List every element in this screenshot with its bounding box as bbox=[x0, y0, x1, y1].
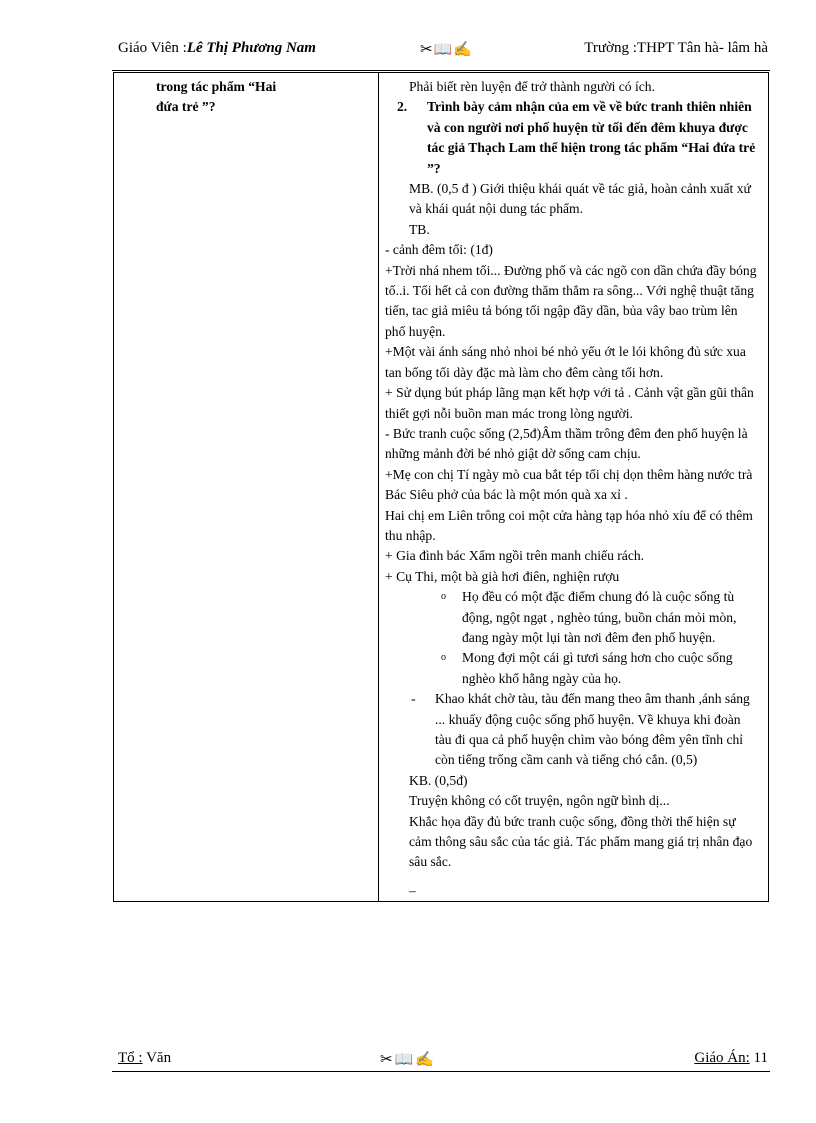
content-table bbox=[113, 72, 769, 902]
table-row bbox=[114, 73, 769, 902]
bullet-marker-icon: o bbox=[441, 652, 446, 664]
intro-line: Phải biết rèn luyện để trở thành người có ích. bbox=[409, 79, 655, 94]
night-scene-heading: - cảnh đêm tối: (1đ) bbox=[385, 242, 493, 258]
question-cell bbox=[114, 73, 379, 902]
school-name: Trường :THPT Tân hà- lâm hà bbox=[584, 40, 768, 56]
bullet-text: Họ đều có một đặc điểm chung đó là cuộc sống tù động, ngột ngạt , nghèo túng, buồn chán mỏi mòn, đang ngày một lụi tàn nơi đêm đen phố huyện. bbox=[462, 589, 737, 645]
paragraph: +Mẹ con chị Tí ngày mò cua bắt tép tối chị dọn thêm hàng nước trà Bác Siêu phở của bác là một món quà xa xỉ . bbox=[385, 466, 753, 503]
lesson-label: Giáo Án: bbox=[694, 1050, 750, 1066]
paragraph: + Cụ Thi, một bà già hơi điên, nghiện rượu bbox=[385, 568, 620, 584]
paragraph: +Trời nhá nhem tối... Đường phố và các ngõ con dần chứa đầy bóng tố..i. Tối hết cả con đường thăm thẳm ra sông... Với nghệ thuật tăng tiến, tac giả miêu tả bóng tối ngập đầy dần, bủa vây bao trùm lên phố huyện. bbox=[385, 262, 757, 339]
header-ornament-icon: ✂📖✍ bbox=[420, 42, 473, 58]
lesson-number bbox=[694, 1050, 768, 1067]
teacher-label: Giáo Viên : bbox=[118, 40, 187, 56]
lesson-value: 11 bbox=[749, 1050, 768, 1066]
paragraph: + Gia đình bác Xẩm ngồi trên manh chiếu rách. bbox=[385, 548, 645, 564]
paragraph: +Một vài ánh sáng nhỏ nhoi bé nhỏ yếu ớt le lói không đủ sức xua tan bống tối dày đặc mà làm cho đêm càng tối hơn. bbox=[385, 344, 746, 380]
question-line: trong tác phẩm “Hai bbox=[156, 79, 277, 94]
teacher-info bbox=[118, 40, 316, 57]
header-divider bbox=[112, 70, 770, 71]
bullet-item bbox=[385, 648, 760, 689]
teacher-name: Lê Thị Phương Nam bbox=[186, 40, 316, 56]
tb-heading: TB. bbox=[409, 221, 430, 237]
paragraph: Hai chị em Liên trông coi một cửa hàng tạp hóa nhỏ xíu để có thêm thu nhập. bbox=[385, 507, 753, 543]
question-line: đứa trẻ ”? bbox=[156, 99, 216, 115]
department bbox=[118, 1050, 171, 1067]
paragraph: - Bức tranh cuộc sống (2,5đ)Âm thầm trông đêm đen phố huyện là những mảnh đời bé nhỏ giật dờ sống cam chịu. bbox=[385, 425, 748, 462]
footer-ornament-icon: ✂📖✍ bbox=[380, 1052, 436, 1068]
trailing-dash: – bbox=[409, 882, 416, 898]
bullet-marker-icon: o bbox=[441, 591, 446, 603]
question-2-text: Trình bày cảm nhận của em về về bức tranh thiên nhiên và con người nơi phố huyện từ tối đến đêm khuya được tác giả Thạch Lam thể hiện trong tác phẩm “Hai đứa trẻ ”? bbox=[427, 99, 756, 176]
bullet-item bbox=[385, 587, 760, 648]
department-label: Tổ : bbox=[118, 1050, 143, 1066]
conclusion-line: Truyện không có cốt truyện, ngôn ngữ bình dị... bbox=[409, 793, 670, 809]
footer-divider bbox=[112, 1071, 770, 1072]
department-name: Văn bbox=[142, 1050, 172, 1066]
kb-heading: KB. (0,5đ) bbox=[409, 772, 468, 788]
dash-marker: - bbox=[411, 691, 416, 707]
question-2-number: 2. bbox=[397, 99, 408, 115]
conclusion-line: Khắc họa đầy đủ bức tranh cuộc sống, đồng thời thể hiện sự cảm thông sâu sắc của tác giả. Tác phẩm mang giá trị nhân đạo sâu sắc. bbox=[409, 813, 753, 870]
paragraph: + Sử dụng bút pháp lãng mạn kết hợp với tả . Cảnh vật gần gũi thân thiết gợi nỗi buồn man mác trong lòng người. bbox=[385, 385, 754, 421]
dash-item bbox=[385, 689, 760, 771]
dash-text: Khao khát chờ tàu, tàu đến mang theo âm thanh ,ánh sáng ... khuấy động cuộc sống phố huyện. Về khuya khi đoàn tàu đi qua cả phố huyện chìm vào bóng đêm yên tĩnh chỉ còn tiếng trống cầm canh và tiếng chó cắn. (0,5) bbox=[435, 691, 750, 768]
answer-cell bbox=[379, 73, 769, 902]
page-header bbox=[118, 40, 768, 66]
bullet-text: Mong đợi một cái gì tươi sáng hơn cho cuộc sống nghèo khổ hằng ngày của họ. bbox=[462, 650, 733, 686]
mb-paragraph: MB. (0,5 đ ) Giới thiệu khái quát về tác giả, hoàn cảnh xuất xứ và khái quát nội dung tác phẩm. bbox=[409, 181, 751, 217]
question-2 bbox=[385, 97, 760, 179]
